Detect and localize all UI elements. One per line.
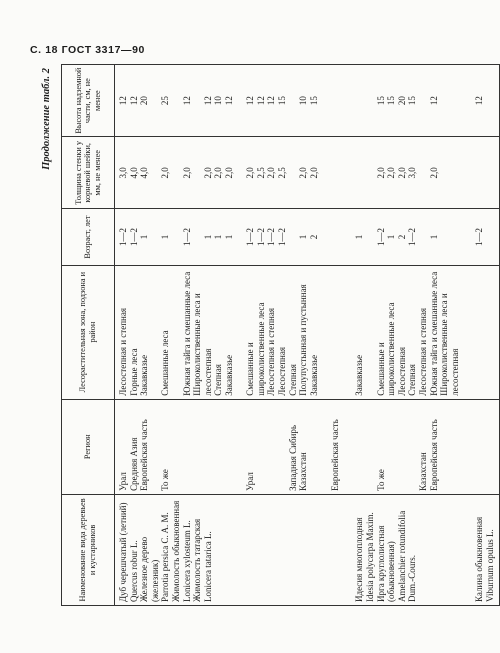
cell-line [256,403,267,491]
cell-line: Смешанные леса [160,330,171,396]
gap-cell [343,65,351,137]
cell-line: Закавказье [308,354,319,396]
cell-line: 1 [139,234,150,240]
cell-line: 12 [128,96,139,106]
table-caption: Продолжение табл. 2 [41,68,52,170]
cell-line: Урал [245,472,256,491]
cell-line: Европейская часть [329,419,340,491]
gap-cell [463,137,471,209]
cell-line [150,269,161,396]
column-header: Толщина стенки у корневой шейки, мм, не менее [62,137,115,209]
cell-line [150,403,161,491]
cell-line: Idesia polycarpa Maxim. [365,512,376,602]
gap-cell [463,494,471,605]
cell-line [235,212,246,261]
cell-line: 1—2 [245,228,256,247]
cell-line [171,140,182,205]
cell-line: 12 [181,96,192,106]
cell-line: 1—2 [181,228,192,247]
cell-line [213,403,224,491]
cell-regions [115,399,344,494]
cell-thickness [115,137,344,209]
cell-line: Степная [287,364,298,396]
gap-cell [343,494,351,605]
cell-species [351,494,463,605]
cell-line: 2,0 [396,167,407,179]
cell-line [365,140,376,205]
page-header: С. 18 ГОСТ 3317—90 [30,44,145,56]
cell-line: 2,5 [276,167,287,179]
data-table [61,64,500,606]
cell-line: 12 [474,96,485,106]
cell-line: Parrotia persica C. A. M. [160,512,171,602]
cell-line: 1 [386,234,397,240]
cell-line: 2 [308,234,319,240]
column-header: Регион [62,399,115,494]
cell-line: 2,0 [160,167,171,179]
cell-line: 2,0 [386,167,397,179]
cell-line [171,403,182,491]
cell-line [192,212,203,261]
cell-line: 2,0 [266,167,277,179]
cell-line [150,212,161,261]
cell-ages [351,209,463,265]
cell-line: 12 [266,96,277,106]
cell-line: 1—2 [474,228,485,247]
cell-line: 20 [139,96,150,106]
cell-line: 1 [354,234,365,240]
cell-line: Широколиственные леса и лесостепная [439,293,460,396]
cell-line: Lonicera xylosteum L. [181,520,192,602]
cell-zones [115,265,344,399]
cell-line: Смешанные и широколиственные леса [245,302,266,396]
cell-line: 15 [308,96,319,106]
cell-line: 1—2 [255,228,266,247]
cell-line: 1 [223,234,234,240]
cell-regions [351,399,463,494]
cell-line: 1—2 [128,228,139,247]
cell-line: Полупустынная и пустынная [298,284,309,396]
cell-line [171,212,182,261]
cell-line: 1—2 [118,228,128,247]
cell-line: 1 [202,234,213,240]
cell-line: Урал [118,472,128,491]
cell-line [171,269,182,396]
rotated-table-area [39,64,495,606]
cell-line [224,403,235,491]
cell-line [407,403,418,491]
cell-line [150,68,161,133]
cell-ages [115,209,344,265]
cell-line: 2,0 [308,167,319,179]
cell-ages [471,209,499,265]
cell-line [288,212,299,261]
cell-thickness [351,137,463,209]
cell-line [354,403,365,491]
cell-line: 20 [396,96,407,106]
cell-line [418,212,429,261]
table-row [471,65,499,606]
column-header: Возраст, лет [62,209,115,265]
cell-line [192,140,203,205]
cell-line: Западная Сибирь [287,425,298,491]
cell-line: 1 [298,234,309,240]
cell-height [115,65,344,137]
cell-line: Европейская часть [428,419,439,491]
cell-line: 12 [118,96,128,106]
cell-line: 12 [223,96,234,106]
cell-line: Ирга круглолистная (обыкновенная) [375,525,397,602]
column-header: Лесорастительная зона, подзона и район [62,265,115,399]
gap-cell [463,65,471,137]
cell-line: 1 [428,234,439,240]
cell-line: 12 [202,96,213,106]
cell-line [235,403,246,491]
cell-line [288,140,299,205]
cell-line [397,403,408,491]
cell-line: 4,0 [139,167,150,179]
cell-line: Лесостепная и степная [418,308,429,396]
cell-height [351,65,463,137]
cell-line: Amelanchier rotundifolia Dum.-Cours. [396,510,418,602]
cell-line [203,403,214,491]
cell-line [418,68,429,133]
cell-line: Средняя Азия [128,437,139,491]
cell-line: 2 [396,234,407,240]
cell-line: 3,0 [118,167,128,179]
cell-line [418,140,429,205]
gap-cell [463,209,471,265]
cell-line [365,212,376,261]
cell-line: Закавказье [354,354,365,396]
cell-line: 2,0 [223,167,234,179]
cell-line: 4,0 [128,167,139,179]
cell-line: Дуб черешчатый (летний) [118,502,128,602]
cell-line: 2,0 [298,167,309,179]
gap-cell [343,209,351,265]
cell-line: Идесия многоплодная [354,517,365,602]
cell-line [386,403,397,491]
cell-line: 15 [276,96,287,106]
cell-line: 2,0 [428,167,439,179]
cell-zones [471,265,499,399]
group-gap [343,65,351,606]
gap-cell [463,399,471,494]
cell-line: Лесостепная [396,347,407,396]
cell-line [309,403,320,491]
cell-line: 2,0 [181,167,192,179]
cell-line: 1—2 [276,228,287,247]
cell-line [288,68,299,133]
gap-cell [343,399,351,494]
cell-line: 3,0 [407,167,418,179]
cell-line: Lonicera tatarica L. [202,531,213,602]
cell-line: Казахстан [298,452,309,491]
cell-line: 15 [375,96,386,106]
cell-line: 15 [407,96,418,106]
cell-height [471,65,499,137]
cell-line [235,68,246,133]
cell-line: 12 [255,96,266,106]
cell-line: Широколиственные леса и лесостепная [192,293,213,396]
gap-cell [463,265,471,399]
cell-line: 12 [428,96,439,106]
cell-line [192,403,203,491]
cell-line: То же [375,469,386,491]
cell-line: Quercus robur L. [128,540,139,602]
gap-cell [343,265,351,399]
cell-line: Лесостепная и степная [266,308,277,396]
cell-line: 15 [386,96,397,106]
cell-line: 25 [160,96,171,106]
cell-line [182,403,193,491]
cell-line: Степная [407,364,418,396]
cell-line: 12 [245,96,256,106]
cell-thickness [471,137,499,209]
cell-line [235,269,246,396]
cell-line: 1 [160,234,171,240]
cell-line: 1 [213,234,224,240]
cell-line [365,403,376,491]
cell-regions [471,399,499,494]
cell-line [277,403,288,491]
cell-line [192,68,203,133]
cell-line: То же [160,469,171,491]
cell-line: Viburnum opulus L. [485,529,495,602]
cell-line [365,68,376,133]
cell-line: Жимолость обыкновенная [170,500,181,602]
cell-line [266,403,277,491]
cell-line: Европейская часть [139,419,150,491]
cell-line: 10 [298,96,309,106]
column-header: Наименование вида деревьев и кустарников [62,494,115,605]
table-row [115,65,344,606]
cell-line: Лесостепная [276,347,287,396]
cell-line: Лесостепная и степная [118,308,128,396]
cell-line: Казахстан [418,452,429,491]
cell-line [354,140,365,205]
gap-cell [343,137,351,209]
cell-line: 2,0 [213,167,224,179]
cell-line [150,140,161,205]
cell-line [365,269,376,396]
cell-line: Южная тайга и смешанные леса [428,271,439,396]
cell-line [354,68,365,133]
cell-line: Железное дерево (железник) [139,536,160,602]
cell-line: Южная тайга и смешанные леса [181,271,192,396]
cell-line: Закавказье [139,354,150,396]
cell-line: 1—2 [407,228,418,247]
cell-line: Смешанные и широколиственные леса [375,302,397,396]
cell-line: 2,0 [202,167,213,179]
group-gap [463,65,471,606]
cell-line: 2,5 [255,167,266,179]
cell-line: Закавказье [223,354,234,396]
cell-line [171,68,182,133]
cell-zones [351,265,463,399]
cell-species [471,494,499,605]
cell-line: Жимолость татарская [192,518,203,602]
cell-line [319,403,330,491]
cell-line: 1—2 [375,228,386,247]
cell-line: 1—2 [266,228,277,247]
cell-line: Горные леса [128,348,139,396]
cell-line: Степная [213,364,224,396]
cell-line: 10 [213,96,224,106]
cell-line [235,140,246,205]
cell-line: 2,0 [245,167,256,179]
table-header-row [62,65,115,606]
cell-line: Калина обыкновенная [474,516,485,602]
column-header: Высота надземной части, см, не менее [62,65,115,137]
table-row [351,65,463,606]
cell-line: 2,0 [375,167,386,179]
cell-species [115,494,344,605]
